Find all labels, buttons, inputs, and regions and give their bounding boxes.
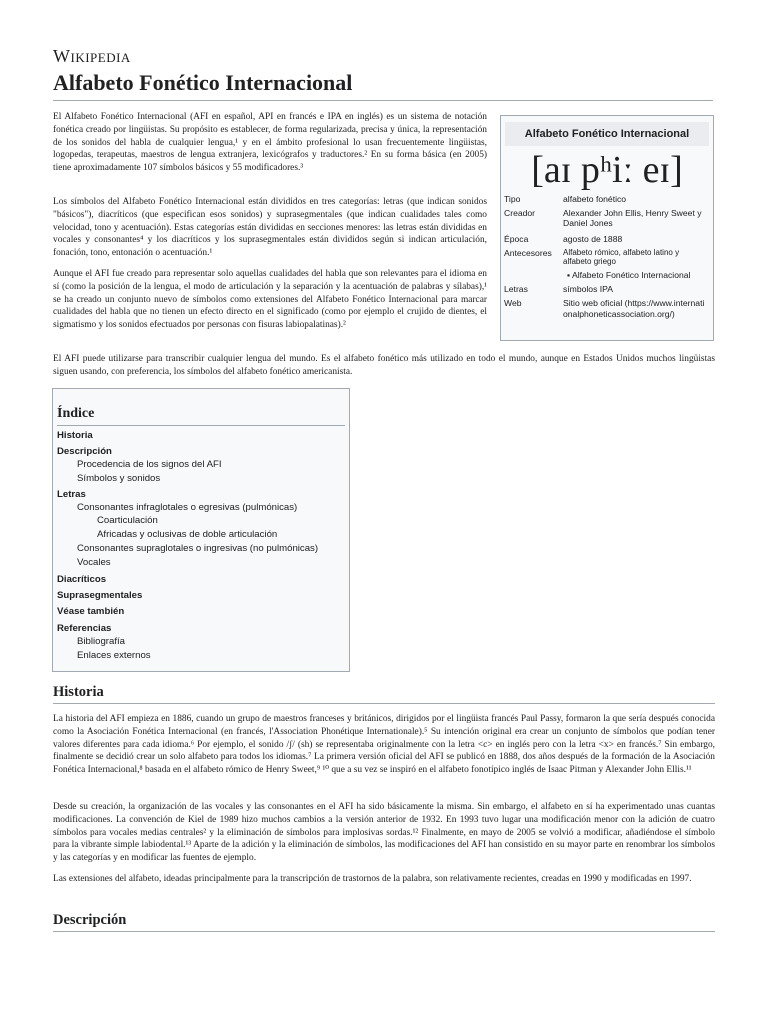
historia-paragraph-1: La historia del AFI empieza en 1886, cuando un grupo de maestros franceses y británicos, dirigidos por el lingüista francés Paul Passy, formaron la que sería después conocida como la Asociación Fonética Internacional (en francés, l'Association Phonétique Internationale).⁵ Su intención original era crear un conjunto de símbolos que podían tener valores diferentes para cada idioma.⁶ Por ejemplo, el sonido /ʃ/ (sh) se representaba originalmente con la letra <c> en inglés pero con la letra <x> en francés.⁷ Sin embargo, finalmente se decidió crear un solo alfabeto para todos los idiomas.⁷ La primera versión oficial del AFI se publicó en 1888, dos años después de la formación de la Asociación Fonética Internacional,⁸ basada en el alfabeto rómico de Henry Sweet,⁹ ¹⁰ que a su vez se inspiró en el alfabeto fonotípico inglés de Isaac Pitman y Alexander John Ellis.¹¹ (53, 714, 715, 776)
toc-item-historia[interactable]: Historia (57, 430, 93, 441)
toc-divider (57, 425, 345, 426)
toc-item-suprasegmentales[interactable]: Suprasegmentales (57, 590, 143, 601)
infobox-row-antecesores (501, 248, 713, 270)
section-heading-historia: Historia (53, 684, 715, 704)
toc-item-bibliografia[interactable]: Bibliografía (77, 636, 125, 647)
toc-title: Índice (57, 406, 95, 421)
toc-item-simbolos-sonidos[interactable]: Símbolos y sonidos (77, 473, 161, 484)
infobox-row-creador (501, 208, 713, 234)
toc-item-vocales[interactable]: Vocales (77, 557, 111, 568)
infobox-key: Antecesores (504, 248, 552, 258)
section-heading-descripcion: Descripción (53, 912, 715, 932)
infobox-value[interactable]: símbolos IPA (563, 284, 613, 294)
historia-paragraph-3: Las extensiones del alfabeto, ideadas principalmente para la transcripción de trastornos de la palabra, son relativamente recientes, creadas en 1990 y modificadas en 1997. (53, 874, 692, 884)
toc-item-coarticulacion[interactable]: Coarticulación (97, 515, 158, 526)
wikipedia-wordmark[interactable]: Wikipedia (53, 46, 131, 66)
infobox-row-web (501, 298, 713, 324)
intro-paragraph-3: Aunque el AFI fue creado para representar solo aquellas cualidades del habla que son relevantes para el idioma en sí (como la posición de la lengua, el modo de articulación y la separación y la acentuación de palabras y sílabas),¹ se ha creado un conjunto nuevo de símbolos como extensiones del Alfabeto Fonético Internacional para marcar cualidades del habla que no tienen un efecto directo en el significado (como por ejemplo el crujido de dientes, el sigmatismo y los sonidos efectuados por personas con fisuras labiopalatinas).² (53, 269, 487, 331)
infobox (500, 115, 714, 341)
toc-item-consonantes-supraglotales[interactable]: Consonantes supraglotales o ingresivas (no pulmónicas) (77, 543, 319, 554)
infobox-row-sucesor (501, 270, 713, 284)
infobox-value[interactable]: ▪ Alfabeto Fonético Internacional (567, 270, 691, 280)
toc-item-enlaces-externos[interactable]: Enlaces externos (77, 650, 151, 661)
toc-item-descripcion[interactable]: Descripción (57, 446, 112, 457)
infobox-row-epoca (501, 234, 713, 248)
table-of-contents (52, 388, 350, 672)
infobox-value[interactable]: agosto de 1888 (563, 234, 623, 244)
toc-item-referencias[interactable]: Referencias (57, 623, 112, 634)
infobox-key: Web (504, 298, 522, 308)
toc-item-vease-tambien[interactable]: Véase también (57, 606, 125, 617)
page-title: Alfabeto Fonético Internacional (53, 70, 713, 101)
toc-item-consonantes-infraglotales[interactable]: Consonantes infraglotales o egresivas (pulmónicas) (77, 502, 298, 513)
toc-item-letras[interactable]: Letras (57, 489, 86, 500)
infobox-row-tipo (501, 194, 713, 208)
infobox-value[interactable]: Alexander John Ellis, Henry Sweet y Daniel Jones (563, 208, 702, 228)
intro-paragraph-2: Los símbolos del Alfabeto Fonético Internacional están divididos en tres categorías: letras (que indican sonidos "básicos"), diacríticos (que especifican esos sonidos) y suprasegmentales (que indican cualidades tales como velocidad, tono y acentuación). Estas categorías están divididas en secciones menores: las letras están divididas en vocales y consonantes⁴ y los diacríticos y los suprasegmentales están divididos según si indican articulación, fonación, tono, entonación o acentuación.¹ (53, 197, 487, 259)
infobox-key: Letras (504, 284, 528, 294)
toc-item-africadas[interactable]: Africadas y oclusivas de doble articulación (97, 529, 278, 540)
historia-paragraph-2: Desde su creación, la organización de las vocales y las consonantes en el AFI ha sido básicamente la misma. Sin embargo, el alfabeto en sí ha experimentado unas cuantas modificaciones. La convención de Kiel de 1989 hizo muchos cambios a la versión anterior de 1932. En 1993 tuvo lugar una modificación menor con la adición de cuatro símbolos para vocales medias centrales² y la eliminación de símbolos para implosivas sordas.¹² Finalmente, en mayo de 2005 se volvió a modificar, añadiéndose el símbolo para la vibrante simple labiodental.¹³ Aparte de la adición y la eliminación de símbolos, las modificaciones del AFI han consistido en su mayor parte en renombrar los símbolos y las categorías y en modificar las fuentes de ejemplo. (53, 802, 715, 864)
infobox-value[interactable]: Sitio web oficial (https://www.internationalphoneticassociation.org/) (563, 298, 705, 319)
intro-paragraph-1: El Alfabeto Fonético Internacional (AFI en español, API en francés e IPA en inglés) es un sistema de notación fonética creado por lingüistas. Su propósito es establecer, de forma regularizada, precisa y única, la representación de los sonidos del habla de cualquier lengua,¹ y en el ámbito profesional lo usan frecuentemente lingüistas, logopedas, terapeutas, maestros de lengua extranjera, lexicógrafos y traductores.² En su forma básica (en 2005) tiene aproximadamente 107 símbolos básicos y 55 modificadores.³ (53, 112, 487, 174)
toc-item-procedencia[interactable]: Procedencia de los signos del AFI (77, 459, 222, 470)
infobox-value[interactable]: alfabeto fonético (563, 194, 627, 204)
infobox-key: Tipo (504, 194, 521, 204)
toc-item-diacriticos[interactable]: Diacríticos (57, 574, 107, 585)
infobox-key: Creador (504, 208, 536, 218)
infobox-ipa-transcription: [aɪ pʰiː eɪ] (531, 149, 683, 191)
infobox-row-letras (501, 284, 713, 298)
infobox-value[interactable]: Alfabeto rómico, alfabeto latino y alfabeto griego (563, 248, 680, 266)
intro-paragraph-4: El AFI puede utilizarse para transcribir cualquier lengua del mundo. Es el alfabeto fonético más utilizado en todo el mundo, aunque en Estados Unidos muchos lingüistas siguen usando, con preferencia, los símbolos del alfabeto fonético americanista. (53, 354, 715, 377)
infobox-title: Alfabeto Fonético Internacional (505, 122, 709, 146)
infobox-key: Época (504, 234, 529, 244)
